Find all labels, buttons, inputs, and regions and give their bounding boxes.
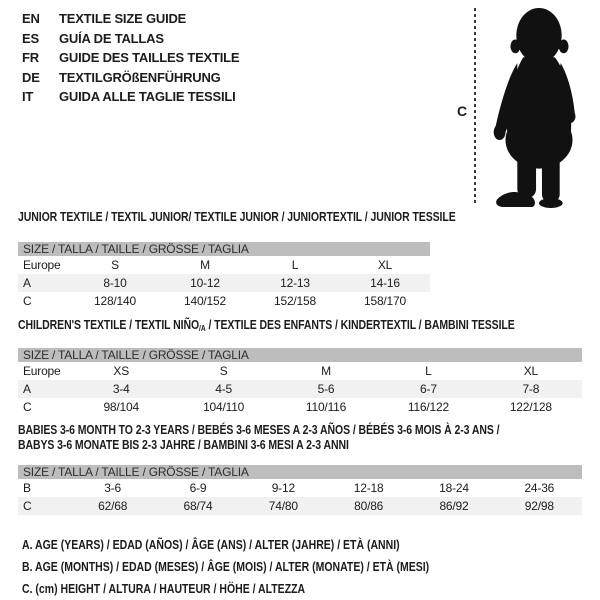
language-row [22,68,239,88]
table-cell: M [200,258,210,272]
table-cell: 24-36 [524,481,555,495]
junior-table-title-text: JUNIOR TEXTILE / TEXTIL JUNIOR/ TEXTILE JUNIOR / JUNIORTEXTIL / JUNIOR TESSILE [18,210,456,224]
children-title-rest: / TEXTILE DES ENFANTS / KINDERTEXTIL / BAMBINI TESSILE [205,318,515,332]
table-cell: 98/104 [103,400,139,414]
footnote-text: A. AGE (YEARS) / EDAD (AÑOS) / ÂGE (ANS) / ALTER (JAHRE) / ETÀ (ANNI) [22,538,400,552]
table-cell: S [111,258,119,272]
size-header-bar: SIZE / TALLA / TAILLE / GRÖSSE / TAGLIA [18,465,582,479]
table-cell: 18-24 [439,481,469,495]
babies-title-line2: BABYS 3-6 MONATE BIS 2-3 JAHRE / BAMBINI 3-6 MESI A 2-3 ANNI [18,438,349,452]
table-cell: 68/74 [183,499,213,513]
table-cell: XL [523,364,538,378]
table-cell: 12-18 [353,481,384,495]
table-cell: 3-4 [112,382,130,396]
height-measure-label: C [457,103,468,119]
size-header-bar: SIZE / TALLA / TAILLE / GRÖSSE / TAGLIA [18,348,582,362]
junior-size-table [18,242,430,310]
table-cell: 6-7 [420,382,437,396]
table-cell: 152/158 [274,294,316,308]
children-table-title-text [18,318,515,336]
row-label: Europe [23,258,61,272]
table-cell: 4-5 [215,382,232,396]
table-cell: 6-9 [189,481,207,495]
language-row [22,48,239,68]
language-code: IT [22,89,34,104]
table-cell: L [425,364,432,378]
table-row [18,362,582,380]
table-cell: 116/122 [407,400,449,414]
junior-textile-section [18,210,456,310]
footnote [22,578,507,600]
footnote [22,534,507,556]
footnote [22,556,507,578]
children-title-main: CHILDREN'S TEXTILE / TEXTIL NIÑO [18,318,200,332]
children-table-title [18,318,582,336]
row-label: Europe [23,364,61,378]
babies-title-line1: BABIES 3-6 MONTH TO 2-3 YEARS / BEBÉS 3-6 MESES A 2-3 AÑOS / BÉBÉS 3-6 MOIS À 2-3 ANS / [18,423,500,437]
language-name: GUIDE DES TAILLES TEXTILE [59,50,240,65]
language-code: EN [22,11,40,26]
table-cell: 10-12 [190,276,220,290]
language-name: GUIDA ALLE TAGLIE TESSILI [59,89,236,104]
footnotes [22,534,507,600]
children-size-table [18,348,582,416]
babies-size-table [18,465,582,515]
children-title-sub: /A [199,324,206,333]
table-cell: 8-10 [103,276,127,290]
language-row [22,29,239,49]
language-code: FR [22,50,39,65]
table-cell: 9-12 [271,481,295,495]
table-row [18,479,582,497]
language-list [22,9,239,107]
footnote-text: C. (cm) HEIGHT / ALTURA / HAUTEUR / HÖHE / ALTEZZA [22,582,306,596]
table-cell: 3-6 [104,481,122,495]
table-cell: 74/80 [268,499,298,513]
table-row [18,274,430,292]
language-row [22,87,239,107]
row-label: A [23,382,31,396]
table-cell: 80/86 [354,499,384,513]
children-textile-section [18,318,582,416]
table-row [18,380,582,398]
babies-table-title [18,423,582,453]
table-row [18,398,582,416]
table-cell: XS [113,364,129,378]
height-measure-dashed-line [474,8,476,206]
language-row [22,9,239,29]
table-cell: 158/170 [364,294,406,308]
table-cell: XL [377,258,393,272]
row-label: C [23,294,32,308]
table-cell: 12-13 [280,276,310,290]
table-cell: S [219,364,228,378]
table-cell: 62/68 [98,499,128,513]
table-cell: 104/110 [203,400,245,414]
table-cell: 86/92 [439,499,469,513]
table-cell: 5-6 [317,382,335,396]
table-cell: 92/98 [524,499,554,513]
table-cell: M [321,364,331,378]
language-code: ES [22,30,39,46]
table-cell: 128/140 [94,294,136,308]
row-label: A [23,276,31,290]
table-cell: 122/128 [509,400,552,414]
table-cell: 140/152 [184,294,226,308]
row-label: C [23,499,32,513]
language-name: TEXTILGRÖßENFÜHRUNG [59,69,221,85]
table-cell: 14-16 [370,276,400,290]
junior-table-title [18,210,456,225]
table-cell: 7-8 [522,382,540,396]
babies-textile-section [18,423,582,515]
language-name: TEXTILE SIZE GUIDE [59,11,187,26]
table-row [18,292,430,310]
table-cell: 110/116 [305,400,347,414]
row-label: C [23,400,32,414]
table-cell: L [291,258,299,272]
size-header-bar: SIZE / TALLA / TAILLE / GRÖSSE / TAGLIA [18,242,430,256]
row-label: B [23,481,31,495]
language-name: GUÍA DE TALLAS [59,30,164,46]
footnote-text: B. AGE (MONTHS) / EDAD (MESES) / ÂGE (MOIS) / ALTER (MONATE) / ETÀ (MESI) [22,560,430,574]
table-row [18,256,430,274]
language-code: DE [22,69,40,85]
table-row [18,497,582,515]
toddler-silhouette-icon [486,6,592,208]
